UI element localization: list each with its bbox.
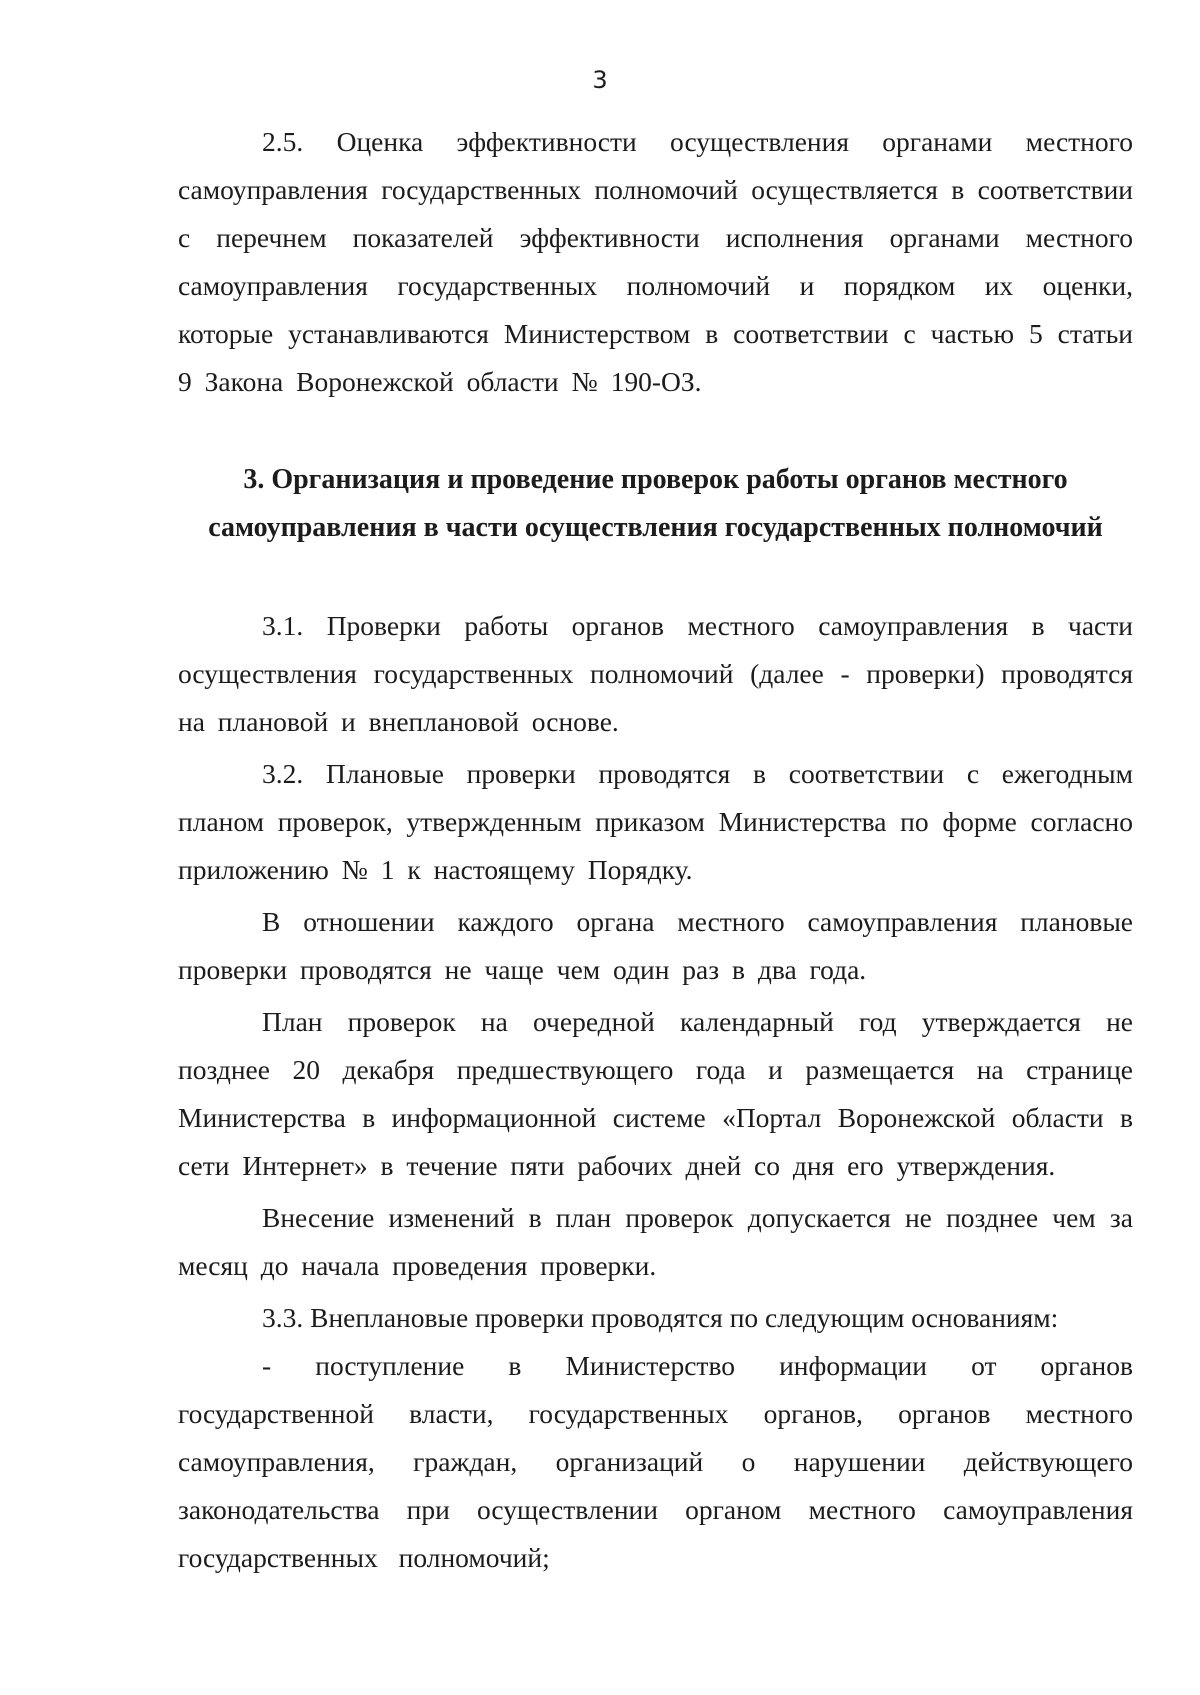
paragraph-3-3-ground-1: - поступление в Министерство информации от органов государственной власти, государственных органов, органов местного самоуправления, граждан, организаций о нарушении действующего законодательства при осуществлении органом местного самоуправления государственных полномочий; <box>178 1350 1133 1573</box>
paragraph-2-5: 2.5. Оценка эффективности осуществления органами местного самоуправления государственных полномочий осуществляется в соответствии с перечнем показателей эффективности исполнения органами местного самоуправления государственных полномочий и порядком их оценки, которые устанавливаются Министерством в соответствии с частью 5 статьи 9 Закона Воронежской области № 190-ОЗ. <box>178 126 1133 397</box>
paragraph-3-2-frequency: В отношении каждого органа местного самоуправления плановые проверки проводятся не чаще чем один раз в два года. <box>178 906 1133 985</box>
paragraph-3-2-plan-changes: Внесение изменений в план проверок допускается не позднее чем за месяц до начала проведения проверки. <box>178 1202 1133 1281</box>
page-number: 3 <box>592 66 608 94</box>
paragraph-3-2: 3.2. Плановые проверки проводятся в соответствии с ежегодным планом проверок, утвержденным приказом Министерства по форме согласно приложению № 1 к настоящему Порядку. <box>178 758 1133 885</box>
section-3-heading: 3. Организация и проведение проверок работы органов местного самоуправления в части осуществления государственных полномочий <box>208 464 1103 543</box>
document-body <box>178 118 1133 1582</box>
paragraph-3-2-plan-approval: План проверок на очередной календарный год утверждается не позднее 20 декабря предшествующего года и размещается на странице Министерства в информационной системе «Портал Воронежской области в сети Интернет» в течение пяти рабочих дней со дня его утверждения. <box>178 1006 1133 1181</box>
paragraph-3-1: 3.1. Проверки работы органов местного самоуправления в части осуществления государственных полномочий (далее - проверки) проводятся на плановой и внеплановой основе. <box>178 610 1133 737</box>
paragraph-3-3: 3.3. Внеплановые проверки проводятся по следующим основаниям: <box>262 1302 1059 1333</box>
